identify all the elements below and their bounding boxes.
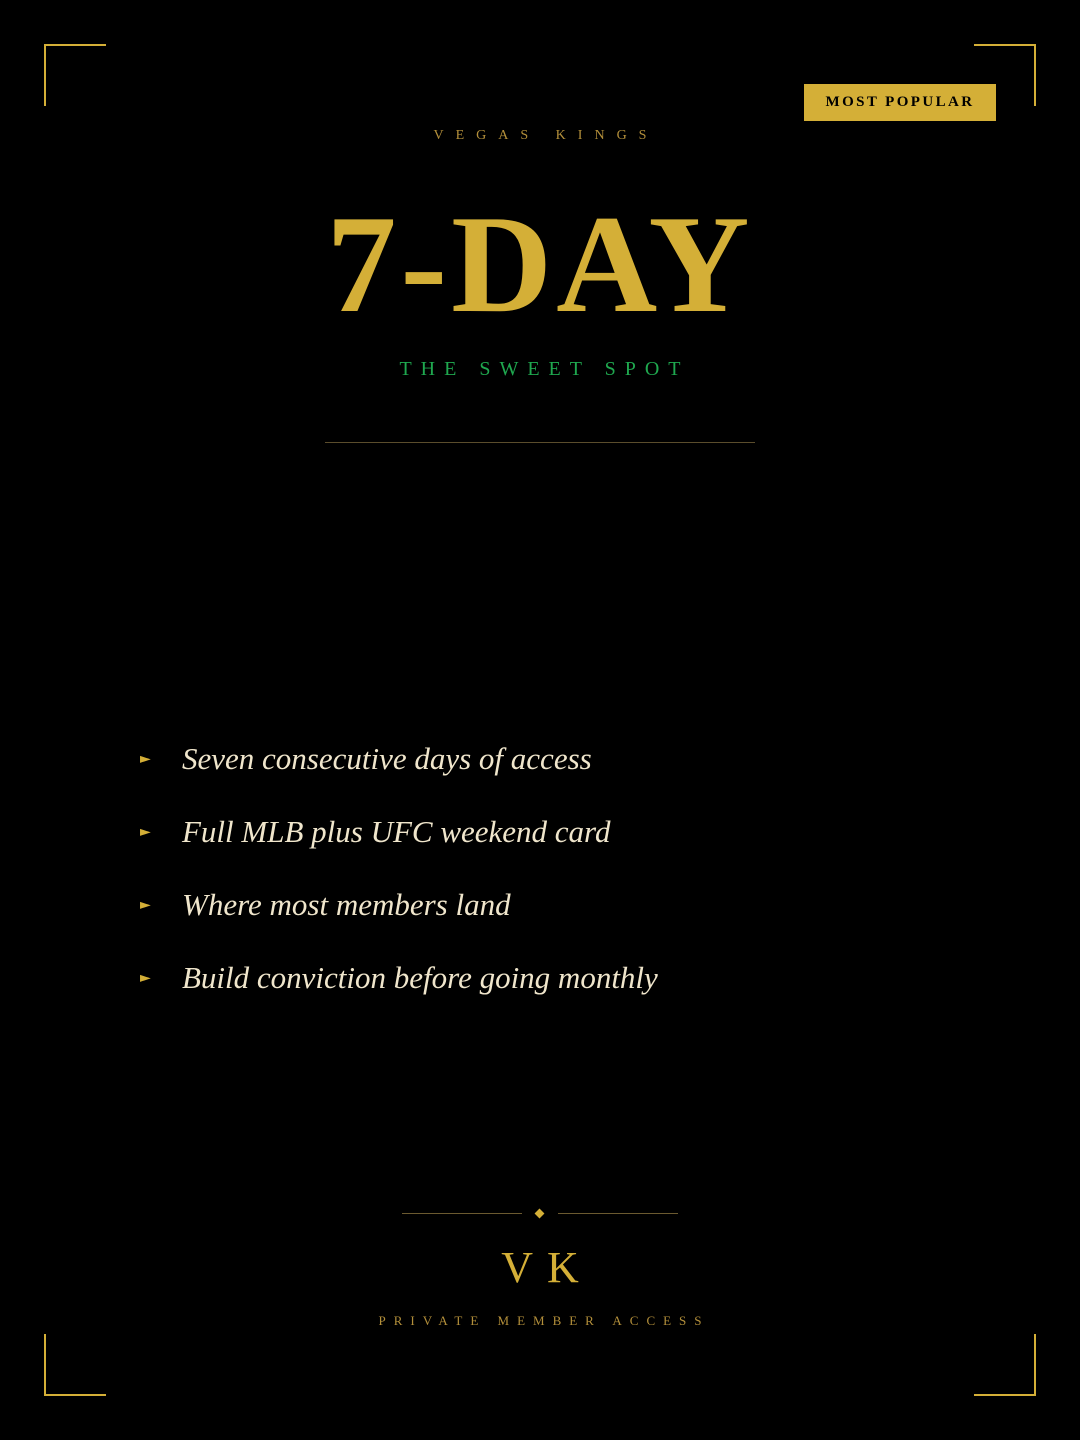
feature-item (140, 868, 658, 941)
triangle-right-icon: ► (140, 823, 151, 840)
corner-frame-top-left (44, 44, 106, 106)
feature-item (140, 722, 658, 795)
most-popular-badge: MOST POPULAR (804, 84, 996, 121)
footer-ornament (402, 1204, 678, 1224)
footer-tagline: PRIVATE MEMBER ACCESS (378, 1313, 710, 1328)
monogram-logo: VK (501, 1243, 593, 1292)
brand-label: VEGAS KINGS (433, 128, 659, 143)
diamond-icon (535, 1209, 545, 1219)
feature-text: Seven consecutive days of access (182, 740, 592, 776)
feature-text: Full MLB plus UFC weekend card (182, 813, 611, 849)
corner-frame-bottom-left (44, 1334, 106, 1396)
triangle-right-icon: ► (140, 750, 151, 767)
corner-frame-bottom-right (974, 1334, 1036, 1396)
header-divider (325, 442, 755, 443)
ornament-line-right (558, 1213, 678, 1214)
triangle-right-icon: ► (140, 896, 151, 913)
feature-list (140, 722, 658, 1014)
feature-text: Where most members land (182, 886, 511, 922)
ornament-line-left (402, 1213, 522, 1214)
plan-title: 7-DAY (326, 187, 754, 342)
feature-item (140, 795, 658, 868)
feature-text: Build conviction before going monthly (182, 959, 658, 995)
plan-subtitle: THE SWEET SPOT (399, 358, 690, 380)
triangle-right-icon: ► (140, 969, 151, 986)
feature-item (140, 941, 658, 1014)
